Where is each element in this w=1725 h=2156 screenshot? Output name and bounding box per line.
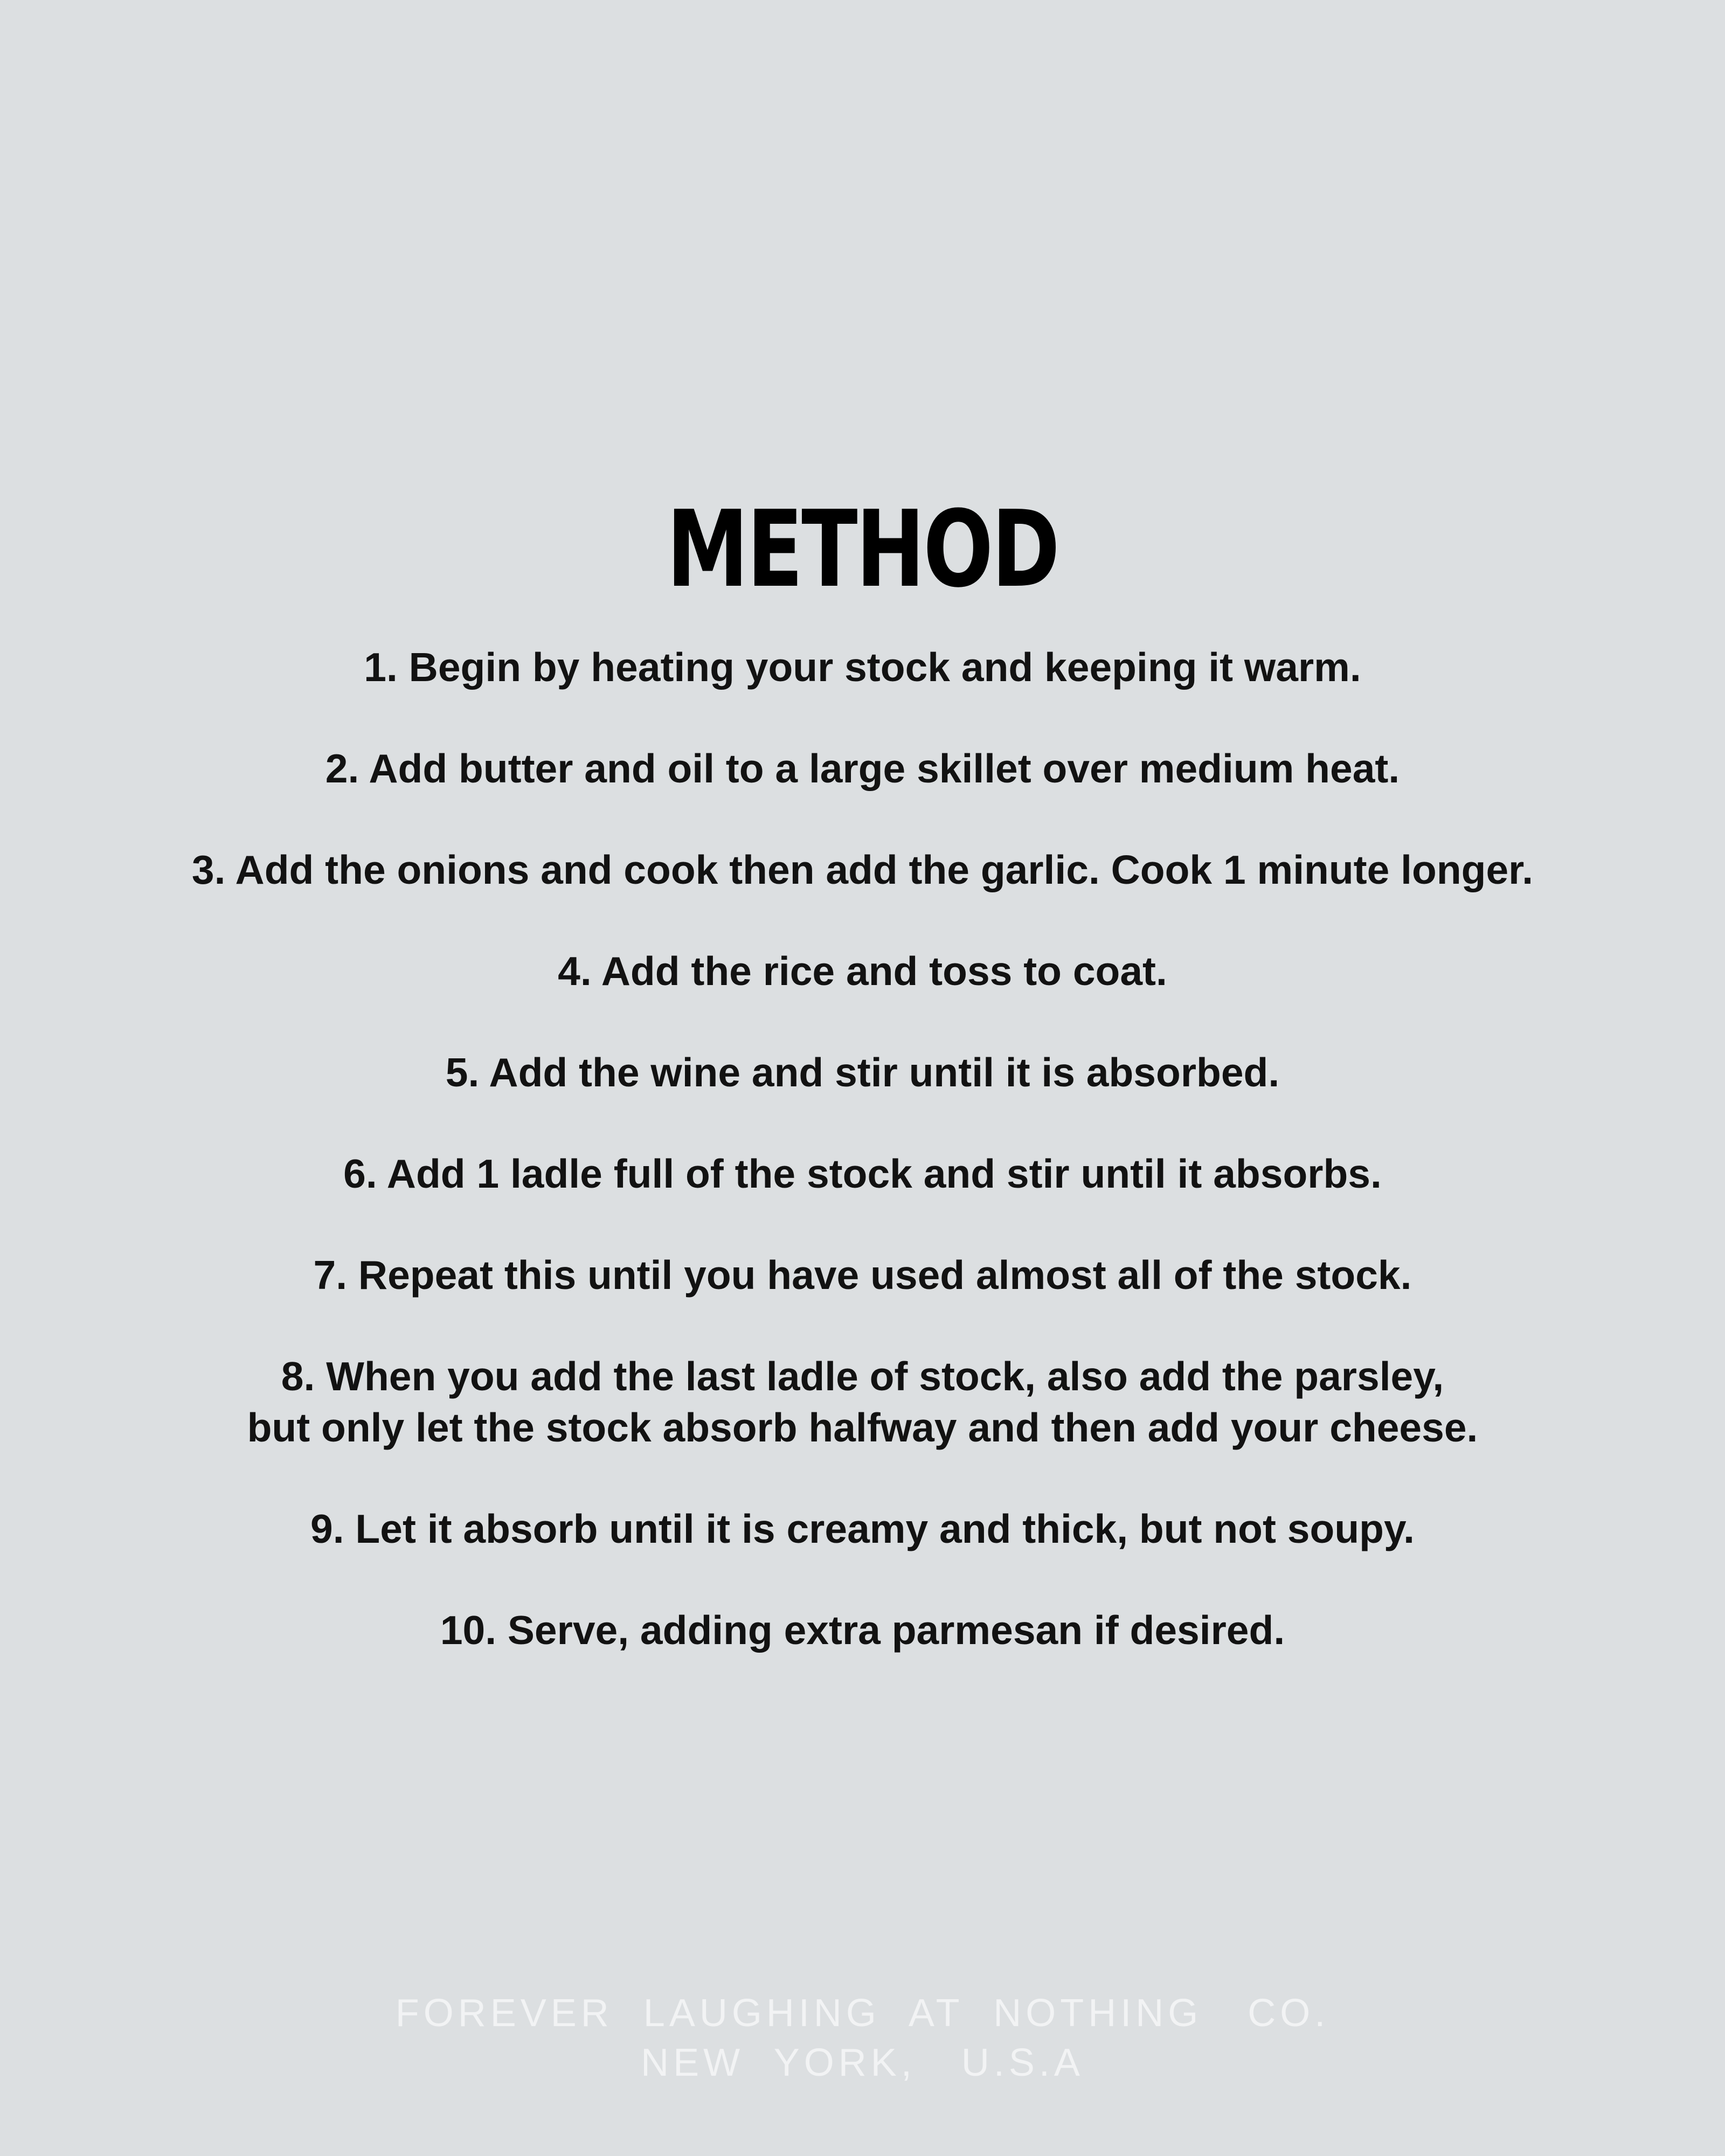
step-text: 6. Add 1 ladle full of the stock and stir until it absorbs. xyxy=(343,1151,1382,1196)
brand-name: FOREVER LAUGHING AT NOTHING CO. xyxy=(395,1992,1330,2035)
step-text: 2. Add butter and oil to a large skillet over medium heat. xyxy=(325,746,1400,791)
brand-footer xyxy=(0,1988,1725,2088)
step-item xyxy=(0,1250,1725,1301)
step-item xyxy=(0,1605,1725,1656)
step-text: 4. Add the rice and toss to coat. xyxy=(558,948,1167,994)
step-item xyxy=(0,1351,1725,1453)
step-text: 9. Let it absorb until it is creamy and thick, but not soupy. xyxy=(310,1506,1415,1551)
step-item xyxy=(0,844,1725,896)
step-item xyxy=(0,743,1725,794)
step-text-line-1: 8. When you add the last ladle of stock, also add the parsley, xyxy=(281,1354,1444,1399)
step-text: 10. Serve, adding extra parmesan if desired. xyxy=(440,1607,1285,1653)
page-title: METHOD xyxy=(666,488,1058,611)
step-text: 5. Add the wine and stir until it is absorbed. xyxy=(445,1050,1280,1095)
step-text: 1. Begin by heating your stock and keeping it warm. xyxy=(364,644,1361,690)
brand-location: NEW YORK, U.S.A xyxy=(641,2041,1084,2084)
step-text: 3. Add the onions and cook then add the garlic. Cook 1 minute longer. xyxy=(191,847,1534,892)
step-item xyxy=(0,946,1725,997)
step-item xyxy=(0,642,1725,693)
step-item xyxy=(0,1503,1725,1555)
step-text-line-2: but only let the stock absorb halfway and then add your cheese. xyxy=(247,1405,1478,1450)
method-steps-list xyxy=(0,642,1725,1706)
step-item xyxy=(0,1148,1725,1200)
step-item xyxy=(0,1047,1725,1098)
step-text: 7. Repeat this until you have used almost all of the stock. xyxy=(313,1252,1412,1298)
